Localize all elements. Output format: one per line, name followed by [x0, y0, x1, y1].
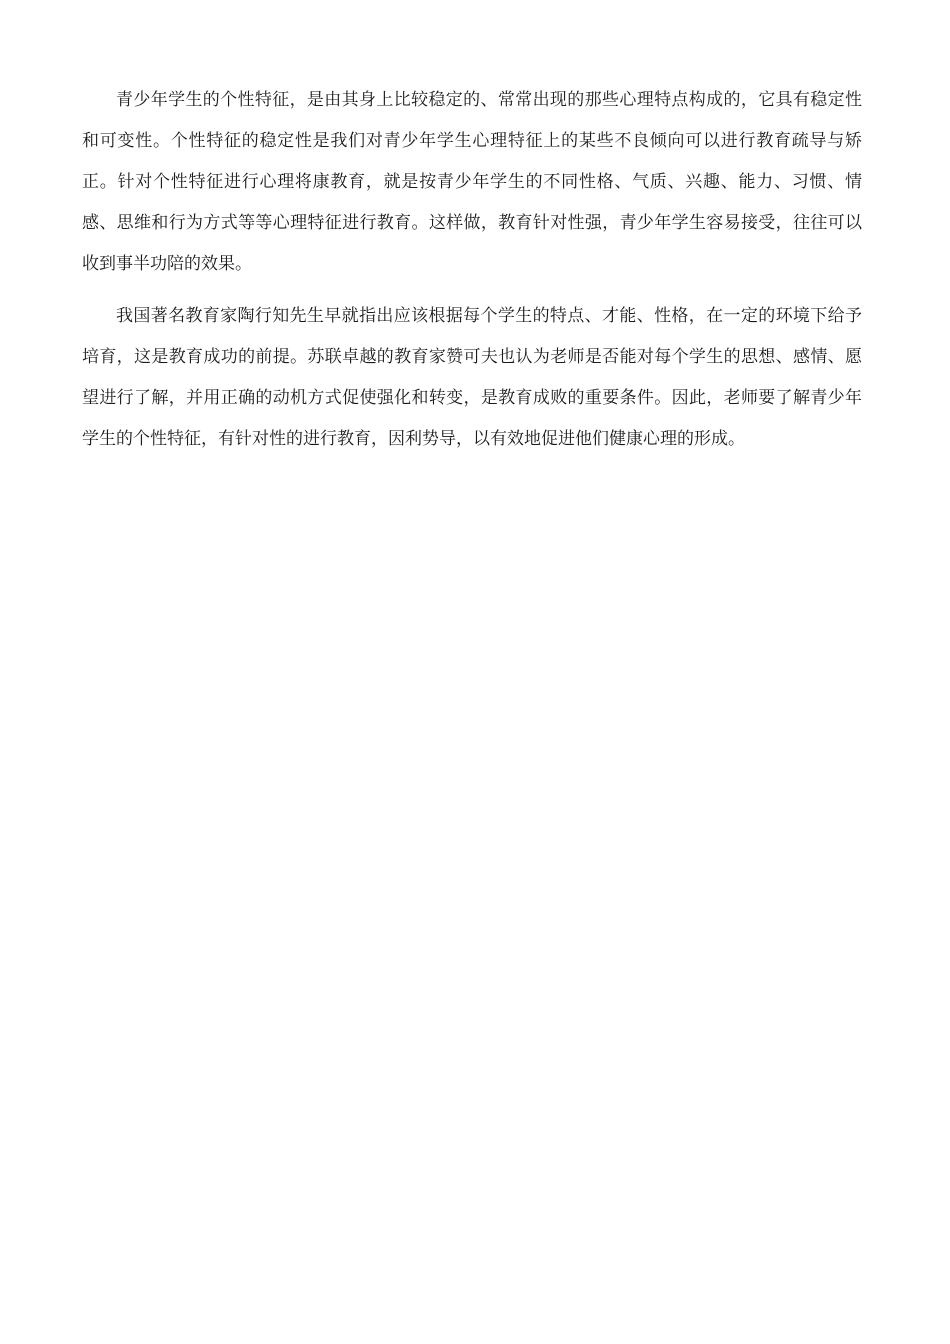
paragraph-2: 我国著名教育家陶行知先生早就指出应该根据每个学生的特点、才能、性格，在一定的环境下给予培育，这是教育成功的前提。苏联卓越的教育家赞可夫也认为老师是否能对每个学生的思想、感情、愿望进行了解，并用正确的动机方式促使强化和转变，是教育成败的重要条件。因此，老师要了解青少年学生的个性特征，有针对性的进行教育，因利势导，以有效地促进他们健康心理的形成。 — [82, 306, 862, 449]
document-body — [82, 80, 862, 471]
paragraph-1: 青少年学生的个性特征，是由其身上比较稳定的、常常出现的那些心理特点构成的，它具有稳定性和可变性。个性特征的稳定性是我们对青少年学生心理特征上的某些不良倾向可以进行教育疏导与矫正。针对个性特征进行心理将康教育，就是按青少年学生的不同性格、气质、兴趣、能力、习惯、情感、思维和行为方式等等心理特征进行教育。这样做，教育针对性强，青少年学生容易接受，往往可以收到事半功陪的效果。 — [82, 90, 862, 274]
